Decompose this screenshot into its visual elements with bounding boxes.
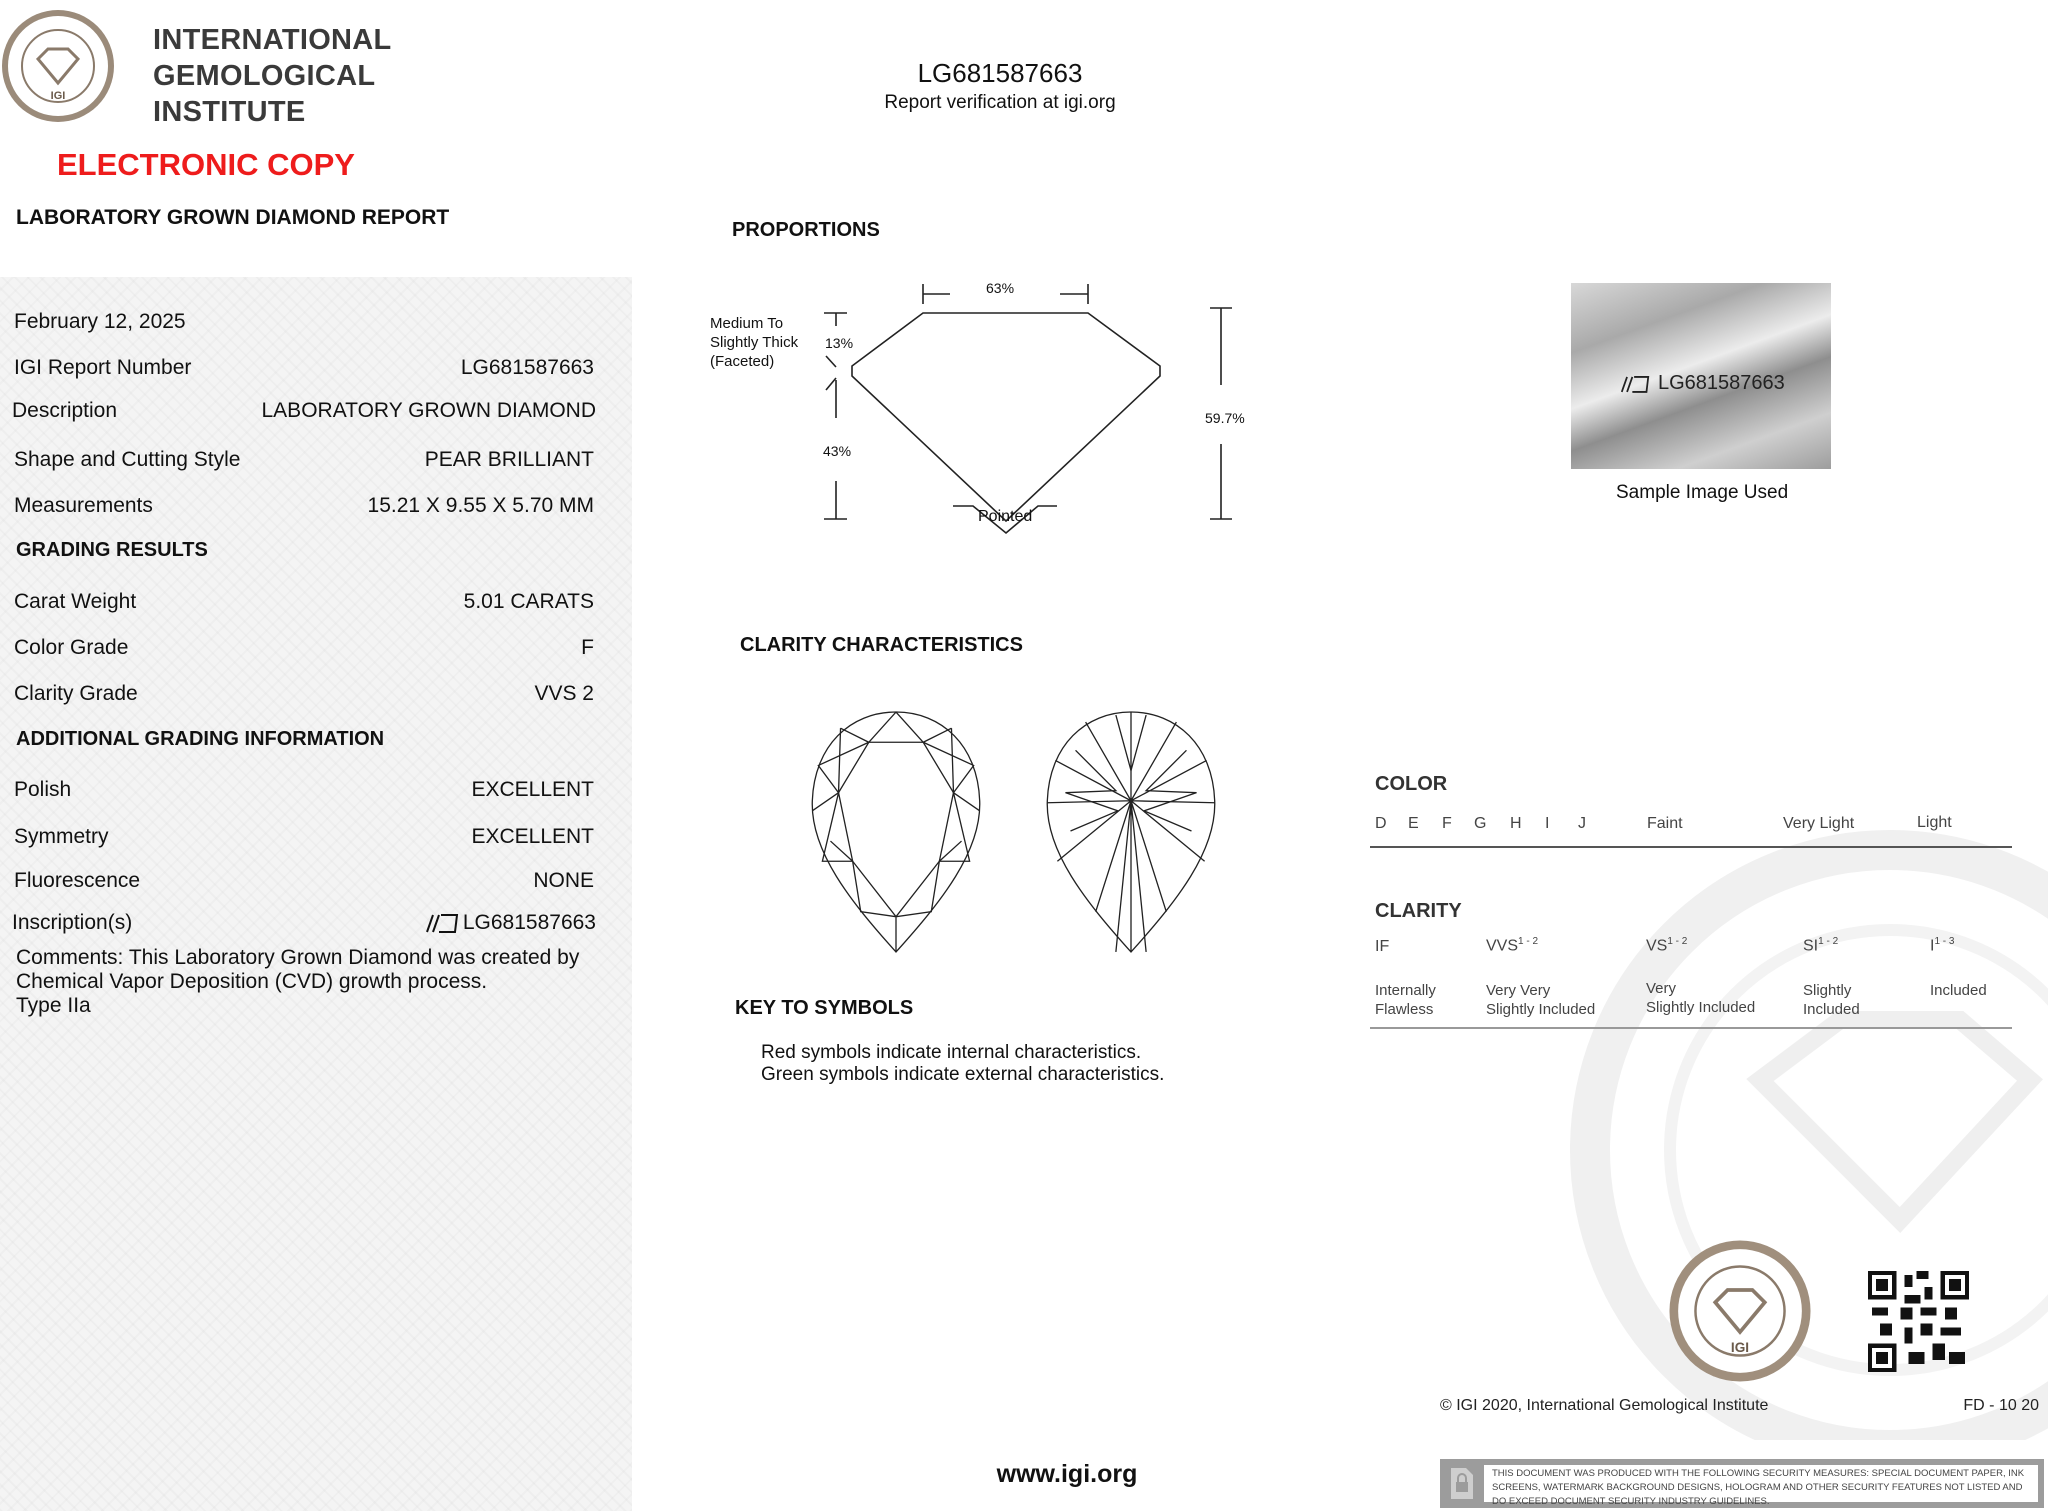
svg-text:IGI: IGI [50, 90, 66, 102]
row-label: Inscription(s) [12, 911, 133, 934]
depth-percent: 59.7% [1205, 410, 1245, 426]
grade-range: 1 - 3 [1934, 936, 1955, 947]
row-value: EXCELLENT [471, 778, 594, 801]
pavilion-percent: 43% [823, 443, 852, 459]
pear-crown-plot-icon [810, 710, 982, 954]
pear-pavilion-plot-icon [1044, 710, 1218, 954]
desc-line: Included [1930, 982, 1987, 999]
desc-line: Included [1803, 1001, 1860, 1018]
grade-range: 1 - 2 [1818, 936, 1839, 947]
culet-label: Pointed [978, 508, 1033, 525]
grade-code: I [1930, 937, 1935, 955]
color-grade: F [1442, 815, 1452, 832]
detail-row [12, 399, 596, 423]
report-number-header: LG681587663 [917, 58, 1083, 88]
row-label: Carat Weight [14, 590, 137, 613]
institute-line: GEMOLOGICAL [153, 60, 376, 92]
sample-inscription [1620, 372, 1785, 395]
svg-text:IGI: IGI [1730, 1339, 1750, 1355]
form-code: FD - 10 20 [1963, 1397, 2039, 1414]
row-value: LABORATORY GROWN DIAMOND [261, 399, 596, 422]
grade-code: SI [1803, 937, 1819, 955]
key-line-green: Green symbols indicate external characteristics. [761, 1064, 1165, 1085]
clarity-scale-title: CLARITY [1375, 900, 1462, 922]
row-label: Polish [14, 778, 72, 801]
row-label: Symmetry [14, 825, 109, 848]
key-to-symbols-text [761, 1042, 1164, 1086]
table-percent: 63% [986, 280, 1015, 296]
grade-code: VVS [1486, 937, 1519, 955]
girdle-line: (Faceted) [710, 353, 775, 370]
additional-row [14, 778, 594, 802]
diamond-profile-icon [690, 260, 1290, 540]
grade-code: IF [1375, 938, 1390, 955]
crown-percent: 13% [825, 335, 854, 351]
color-grade: D [1375, 815, 1387, 832]
igi-seal-icon [1666, 1238, 1814, 1384]
sample-caption: Sample Image Used [1616, 482, 1789, 503]
proportions-title: PROPORTIONS [732, 219, 880, 241]
proportions-diagram [690, 260, 1290, 540]
grading-row [14, 636, 594, 660]
additional-row [14, 825, 594, 849]
comments-text: Comments: This Laboratory Grown Diamond was created by Chemical Vapor Deposition (CVD) growth process. [16, 946, 580, 993]
clarity-grade [1375, 938, 1389, 956]
girdle-label [710, 314, 798, 371]
desc-line: Flawless [1375, 1001, 1434, 1018]
qr-code-icon[interactable] [1868, 1271, 1969, 1372]
diamond-type: Type IIa [16, 994, 91, 1017]
clarity-scale-line [1370, 1027, 2012, 1029]
key-line-red: Red symbols indicate internal characteristics. [761, 1042, 1142, 1063]
grading-results-title: GRADING RESULTS [16, 539, 208, 561]
detail-row [14, 494, 594, 518]
desc-line: Slightly Included [1646, 999, 1756, 1016]
grade-range: 1 - 2 [1518, 936, 1539, 947]
date-value: February 12, 2025 [14, 310, 186, 333]
color-grade: I [1545, 815, 1550, 832]
clarity-characteristics-title: CLARITY CHARACTERISTICS [740, 634, 1023, 656]
color-scale-title: COLOR [1375, 773, 1448, 795]
row-value: LG681587663 [460, 356, 594, 379]
row-label: Clarity Grade [14, 682, 138, 705]
color-grade: Very Light [1783, 815, 1855, 832]
row-value: PEAR BRILLIANT [424, 448, 594, 471]
institute-line: INTERNATIONAL [153, 24, 392, 56]
row-label: Color Grade [14, 636, 129, 659]
color-grade: J [1578, 815, 1586, 832]
report-title: LABORATORY GROWN DIAMOND REPORT [16, 206, 450, 229]
copyright: © IGI 2020, International Gemological Institute [1440, 1397, 1769, 1414]
inscription-value [425, 911, 596, 935]
grade-code: VS [1646, 937, 1668, 955]
key-to-symbols-title: KEY TO SYMBOLS [735, 997, 914, 1019]
igi-inscription-icon [1620, 374, 1650, 394]
color-grade: G [1474, 815, 1487, 832]
igi-inscription-icon [425, 912, 459, 934]
comments [16, 946, 586, 1018]
row-value: EXCELLENT [471, 825, 594, 848]
desc-line: Very Very [1486, 982, 1551, 999]
detail-row [14, 356, 594, 380]
clarity-desc [1646, 979, 1755, 1017]
desc-line: Slightly Included [1486, 1001, 1596, 1018]
security-notice-text: THIS DOCUMENT WAS PRODUCED WITH THE FOLLOWING SECURITY MEASURES: SPECIAL DOCUMENT PAPER, INK SCREENS, WATERMARK BACKGROUND DESIGNS, HOLOGRAM AND OTHER SECURITY FEATURES NOT LISTED AND DO EXCEED DOCUMENT SECURITY INDUSTRY GUIDELINES. [1484, 1465, 2038, 1502]
clarity-desc [1486, 981, 1595, 1019]
color-scale-line [1370, 846, 2012, 848]
website-link[interactable]: www.igi.org [996, 1460, 1138, 1488]
row-value: 5.01 CARATS [463, 590, 594, 613]
desc-line: Very [1646, 980, 1677, 997]
color-grade: Light [1917, 814, 1952, 831]
row-label: Measurements [14, 494, 153, 517]
sample-inscription-text: LG681587663 [1658, 372, 1785, 394]
grade-range: 1 - 2 [1667, 936, 1688, 947]
row-value: LG681587663 [462, 911, 596, 934]
institute-line: INSTITUTE [153, 96, 306, 128]
grading-row [14, 682, 594, 706]
additional-row [12, 911, 596, 935]
clarity-grade [1486, 936, 1538, 955]
clarity-grade [1930, 936, 1954, 955]
clarity-desc [1375, 981, 1436, 1019]
clarity-desc [1930, 981, 1987, 1000]
verification-text: Report verification at igi.org [884, 92, 1116, 113]
electronic-copy-label: ELECTRONIC COPY [57, 147, 355, 182]
desc-line: Internally [1375, 982, 1436, 999]
row-label: IGI Report Number [14, 356, 192, 379]
color-grade: H [1510, 815, 1522, 832]
desc-line: Slightly [1803, 982, 1852, 999]
detail-row [14, 448, 594, 472]
grading-row [14, 590, 594, 614]
row-value: NONE [533, 869, 594, 892]
clarity-grade [1646, 936, 1687, 955]
row-value: F [581, 636, 594, 659]
color-grade: Faint [1647, 815, 1683, 832]
row-label: Description [12, 399, 118, 422]
row-label: Fluorescence [14, 869, 141, 892]
report-date [14, 310, 594, 334]
row-label: Shape and Cutting Style [14, 448, 241, 471]
row-value: 15.21 X 9.55 X 5.70 MM [367, 494, 594, 517]
clarity-desc [1803, 981, 1860, 1019]
girdle-line: Slightly Thick [710, 334, 799, 351]
additional-info-title: ADDITIONAL GRADING INFORMATION [16, 728, 385, 750]
girdle-line: Medium To [710, 315, 784, 332]
clarity-grade [1803, 936, 1838, 955]
additional-row [14, 869, 594, 893]
row-value: VVS 2 [534, 682, 594, 705]
color-grade: E [1408, 815, 1419, 832]
